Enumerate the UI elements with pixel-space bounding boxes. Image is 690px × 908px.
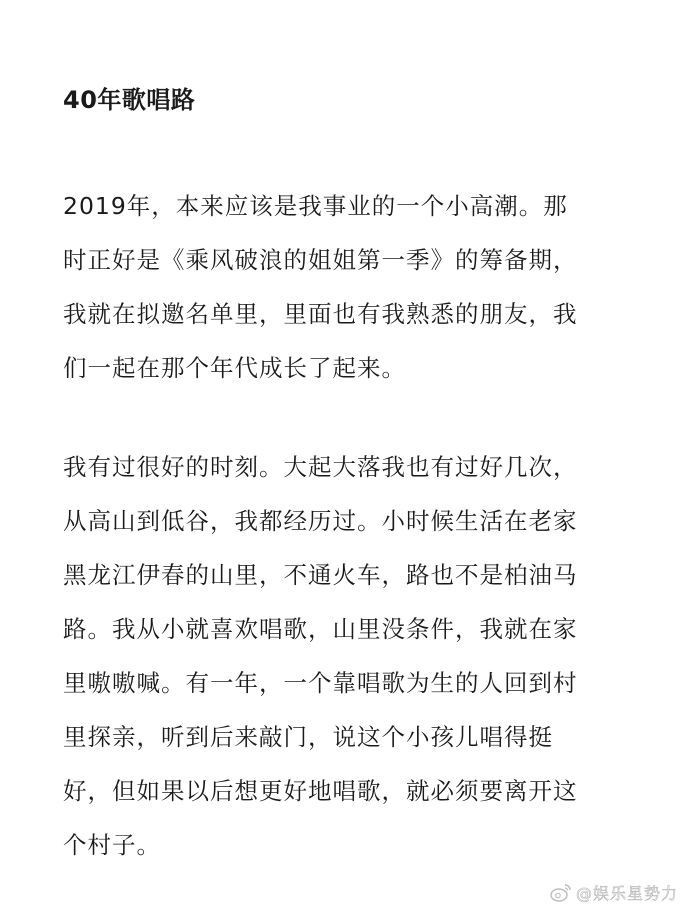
paragraph-line: 好，但如果以后想更好地唱歌，就必须要离开这 xyxy=(63,777,578,805)
paragraph-line: 从高山到低谷，我都经历过。小时候生活在老家 xyxy=(63,507,578,535)
paragraph-1 xyxy=(63,179,663,395)
paragraph-line: 里探亲，听到后来敲门，说这个小孩儿唱得挺 xyxy=(63,723,553,751)
paragraph-line: 时正好是《乘风破浪的姐姐第一季》的筹备期， xyxy=(63,246,578,274)
paragraph-line: 黑龙江伊春的山里，不通火车，路也不是柏油马 xyxy=(63,561,578,589)
weibo-watermark xyxy=(550,881,678,904)
paragraph-line: 我就在拟邀名单里，里面也有我熟悉的朋友，我 xyxy=(63,300,578,328)
paragraph-line: 路。我从小就喜欢唱歌，山里没条件，我就在家 xyxy=(63,615,578,643)
weibo-icon xyxy=(550,883,572,903)
paragraph-line: 个村子。 xyxy=(63,831,161,859)
paragraph-2 xyxy=(63,440,663,872)
paragraph-line: 里嗷嗷喊。有一年，一个靠唱歌为生的人回到村 xyxy=(63,669,578,697)
watermark-text: @娱乐星势力 xyxy=(575,884,678,903)
paragraph-line: 们一起在那个年代成长了起来。 xyxy=(63,354,406,382)
paragraph-line: 2019年，本来应该是我事业的一个小高潮。那 xyxy=(63,192,568,220)
paragraph-line: 我有过很好的时刻。大起大落我也有过好几次， xyxy=(63,453,578,481)
article-title: 40年歌唱路 xyxy=(63,86,196,114)
